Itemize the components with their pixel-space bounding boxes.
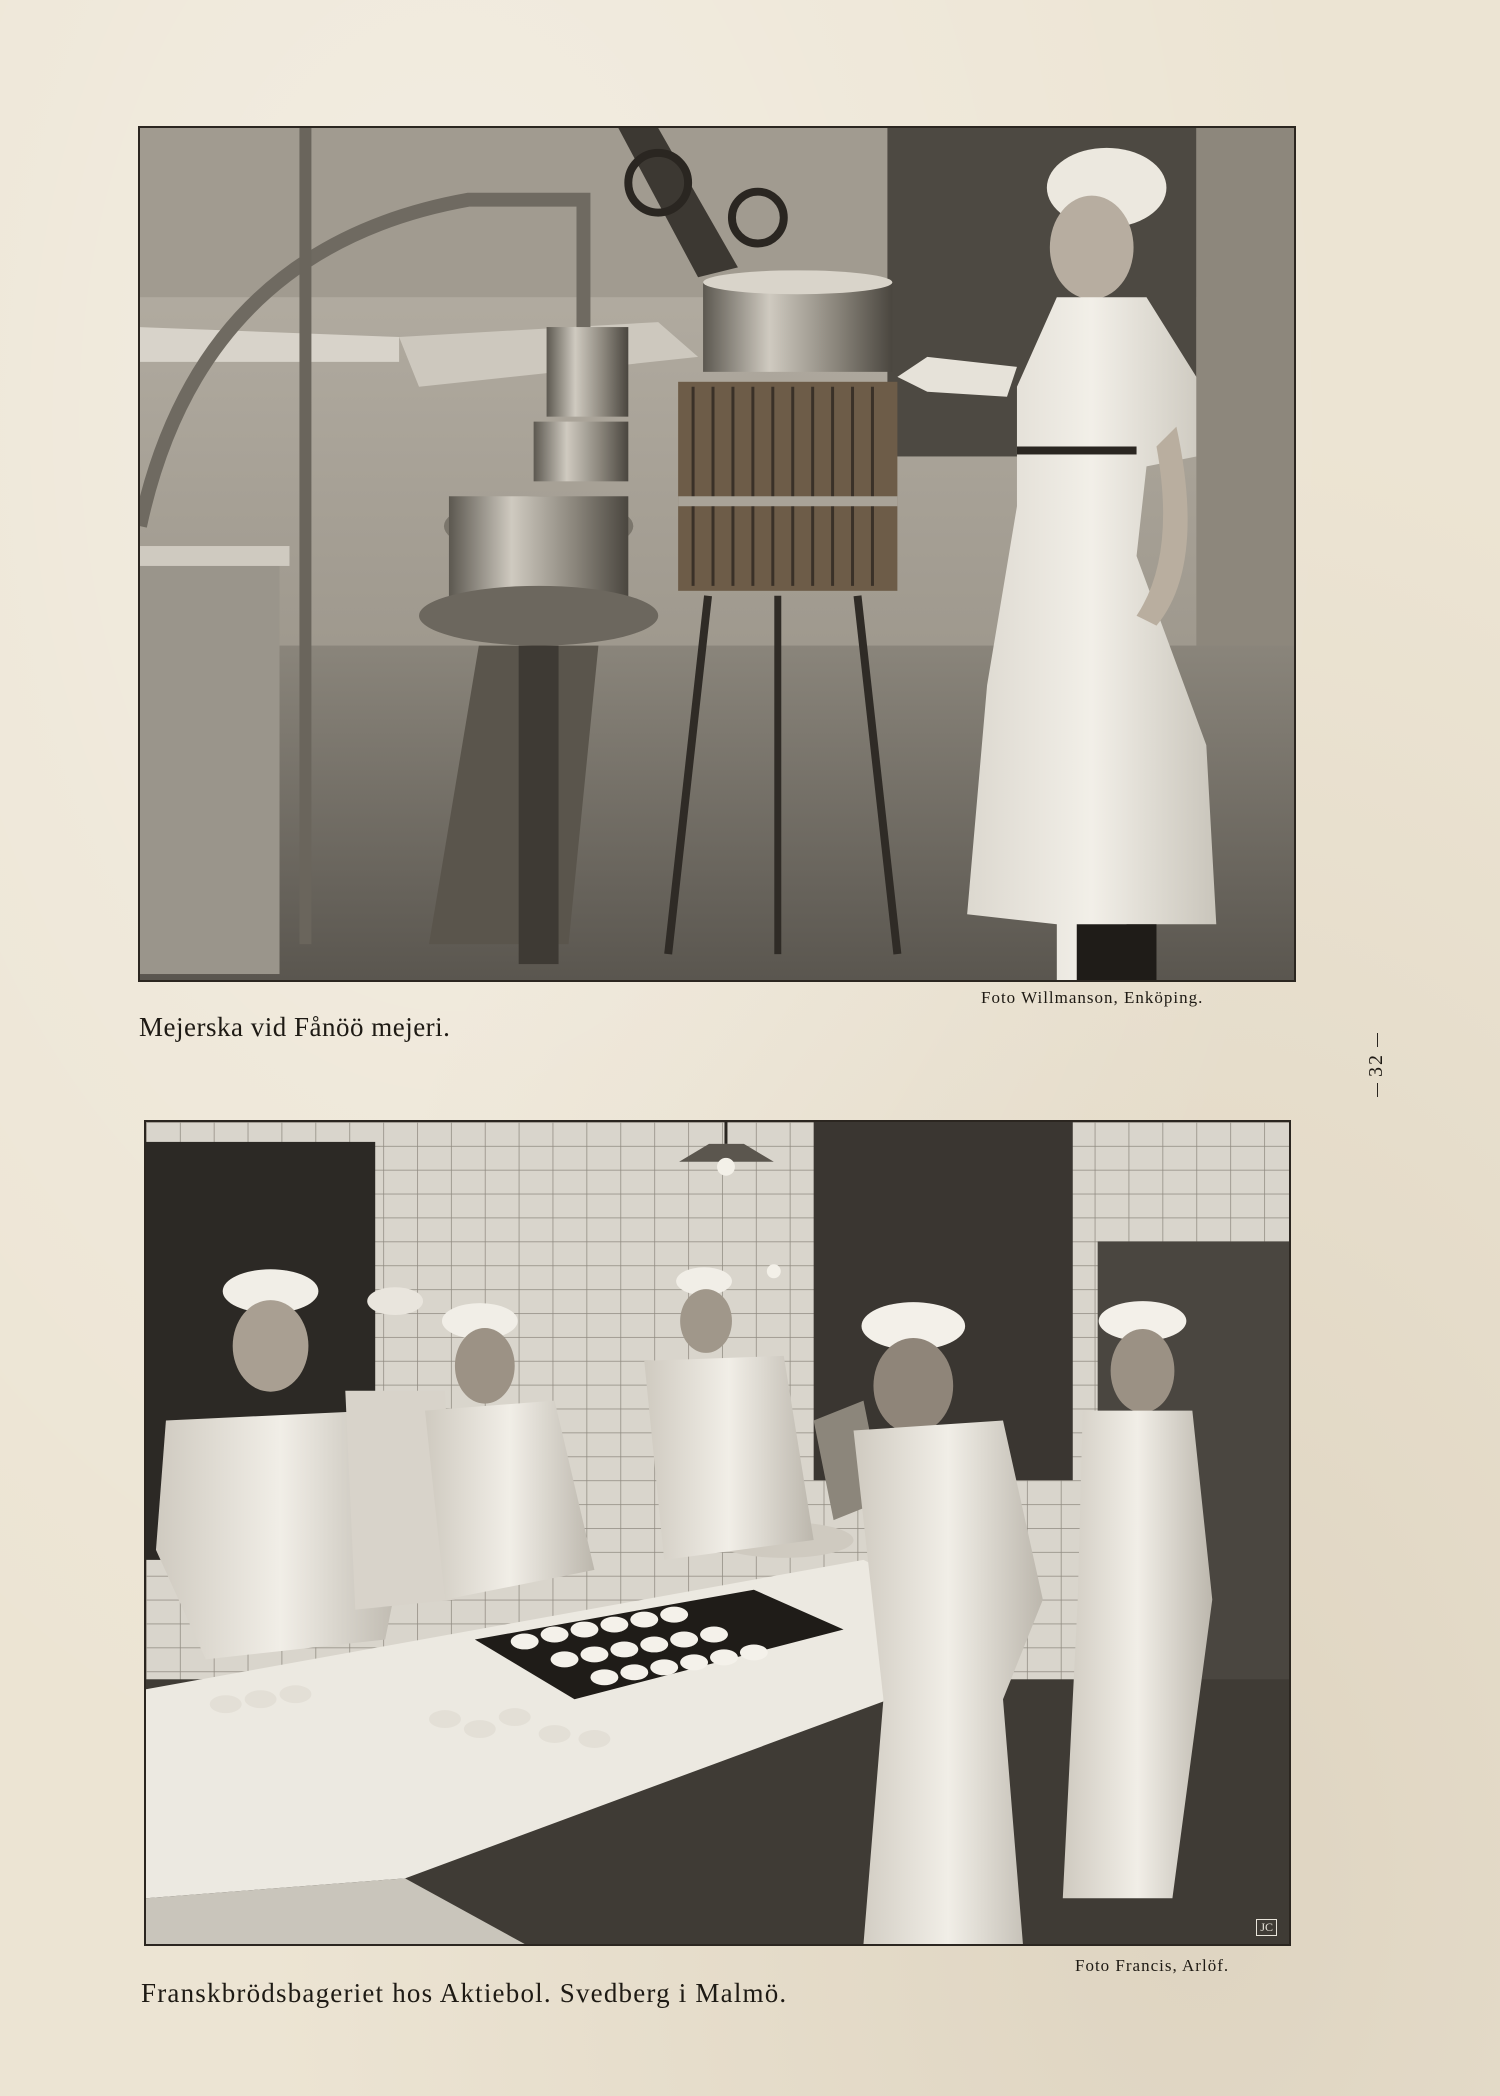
dairy-photo-image (140, 128, 1294, 980)
photo-monogram: JC (1256, 1919, 1277, 1936)
bakery-photo-image (146, 1122, 1289, 1944)
bakery-photograph (144, 1120, 1291, 1946)
bottom-photo-credit: Foto Francis, Arlöf. (1075, 1956, 1230, 1975)
page-number-dash-left (1377, 1083, 1378, 1097)
dairy-photograph (138, 126, 1296, 982)
bottom-photo-caption: Franskbrödsbageriet hos Aktiebol. Svedberg i Malmö. (141, 1978, 788, 2008)
page-number-dash-right (1377, 1033, 1378, 1047)
top-photo-credit: Foto Willmanson, Enköping. (981, 988, 1204, 1007)
page-number (1365, 1020, 1395, 1110)
top-photo-caption: Mejerska vid Fånöö mejeri. (139, 1012, 451, 1042)
page-number-text: 32 (1365, 1053, 1387, 1077)
